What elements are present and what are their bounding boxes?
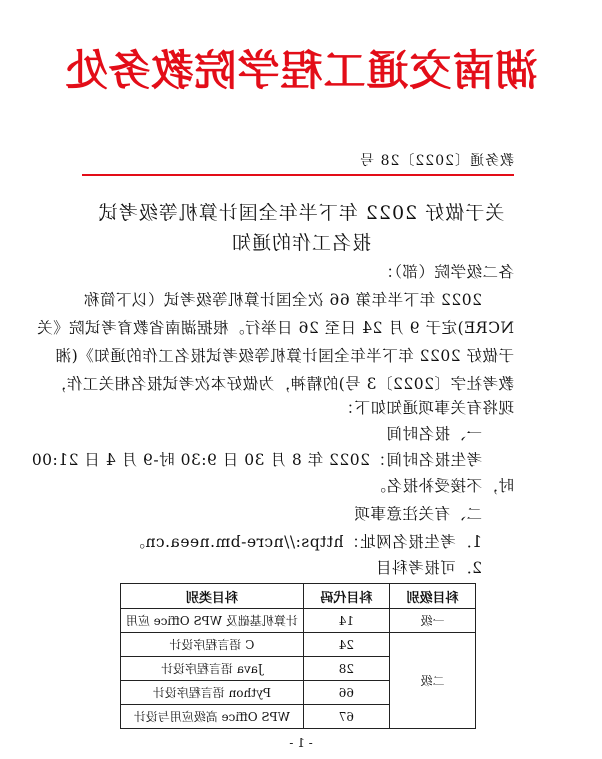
header-level: 科目级别 xyxy=(389,584,475,609)
code-cell: 24 xyxy=(303,633,389,657)
subjects-table xyxy=(120,583,476,729)
table-row xyxy=(121,633,476,657)
registration-url-item: 1．考生报名网址：https://ncre-bm.neea.cn。 xyxy=(128,533,482,551)
name-cell: WPS Office 高级应用与设计 xyxy=(121,705,304,729)
code-cell: 28 xyxy=(303,657,389,681)
level-cell: 二级 xyxy=(389,633,475,729)
document-title-line-2: 报名工作的通知 xyxy=(231,232,372,254)
paragraph-line: 于做好 2022 年下半年全国计算机等级考试报名工作的通知》(湘 xyxy=(55,347,514,365)
page-number: - 1 - xyxy=(289,736,313,750)
table-row xyxy=(121,609,476,633)
paragraph-line: NCRE)定于 9 月 24 日至 26 日举行。根据湖南省教育考试院《关 xyxy=(36,319,514,337)
subjects-heading-item: 2．可报考科目 xyxy=(375,559,482,577)
paragraph-line: 考生报名时间：2022 年 8 月 30 日 9:30 时-9 月 4 日 21:00 xyxy=(31,451,482,469)
code-cell: 67 xyxy=(303,705,389,729)
name-cell: C 语言程序设计 xyxy=(121,633,304,657)
paragraph-line: 2022 年下半年第 66 次全国计算机等级考试（以下简称 xyxy=(83,291,482,309)
code-cell: 14 xyxy=(303,609,389,633)
greeting: 各二级学院（部）： xyxy=(377,263,514,281)
paragraph-line: 教考社字〔2022〕3 号)的精神，为做好本次考试报名相关工作， xyxy=(50,375,514,393)
name-cell: Java 语言程序设计 xyxy=(121,657,304,681)
header-code: 科目代码 xyxy=(303,584,389,609)
section-heading: 一、报名时间 xyxy=(385,425,482,443)
name-cell: Python 语言程序设计 xyxy=(121,681,304,705)
paragraph-line: 时，不接受补报名。 xyxy=(369,477,514,495)
table-header-row xyxy=(121,584,476,609)
header-name: 科目类别 xyxy=(121,584,304,609)
code-cell: 66 xyxy=(303,681,389,705)
level-cell: 一级 xyxy=(389,609,475,633)
institution-header: 湖南交通工程学院教务处 xyxy=(64,46,538,95)
paragraph-line: 现将有关事项通知如下： xyxy=(337,399,514,417)
document-title-line-1: 关于做好 2022 年下半年全国计算机等级考试 xyxy=(97,202,505,224)
document-number: 教务通〔2022〕28 号 xyxy=(359,153,514,169)
name-cell: 计算机基础及 WPS Office 应用 xyxy=(121,609,304,633)
section-heading: 二、有关注意事项 xyxy=(353,505,482,523)
red-divider-rule xyxy=(82,174,514,176)
